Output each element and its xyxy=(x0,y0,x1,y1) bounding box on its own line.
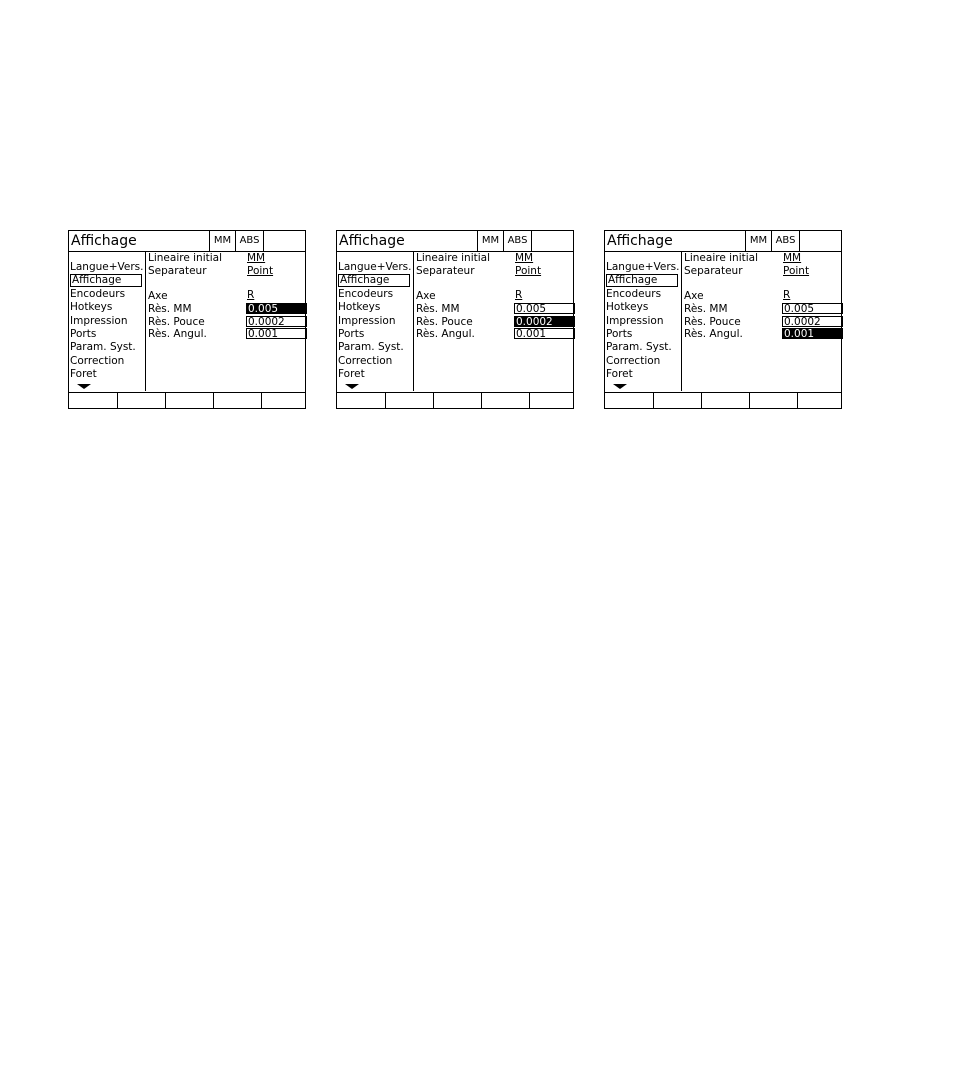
setup-menu xyxy=(337,252,414,391)
separateur-label: Separateur xyxy=(148,265,207,277)
res-pouce-label: Rès. Pouce xyxy=(416,316,473,328)
softkey-4[interactable] xyxy=(481,393,529,409)
res-pouce-label: Rès. Pouce xyxy=(148,316,205,328)
softkey-2[interactable] xyxy=(653,393,701,409)
units-indicator: MM xyxy=(477,231,503,251)
separateur-value[interactable]: Point xyxy=(783,265,810,277)
header-blank-cell xyxy=(531,231,574,251)
res-angul-field[interactable]: 0.001 xyxy=(246,328,307,339)
menu-item-param-syst[interactable]: Param. Syst. xyxy=(70,341,136,353)
menu-item-correction[interactable]: Correction xyxy=(70,355,125,367)
separateur-label: Separateur xyxy=(684,265,743,277)
header-blank-cell xyxy=(263,231,306,251)
softkey-5[interactable] xyxy=(529,393,574,409)
menu-item-impression[interactable]: Impression xyxy=(70,315,128,327)
display-settings xyxy=(682,252,841,391)
softkey-5[interactable] xyxy=(797,393,842,409)
softkey-bar xyxy=(605,392,841,409)
display-settings xyxy=(146,252,305,391)
lineaire-value[interactable]: MM xyxy=(783,252,802,264)
menu-item-foret[interactable]: Foret xyxy=(606,368,633,380)
down-arrow-icon[interactable] xyxy=(77,384,91,389)
res-mm-field[interactable]: 0.005 xyxy=(246,303,307,314)
softkey-4[interactable] xyxy=(213,393,261,409)
axe-label: Axe xyxy=(416,290,436,302)
menu-item-hotkeys[interactable]: Hotkeys xyxy=(606,301,649,313)
header-blank-cell xyxy=(799,231,842,251)
units-indicator: MM xyxy=(745,231,771,251)
screen-title: Affichage xyxy=(339,233,405,249)
separateur-value[interactable]: Point xyxy=(515,265,542,277)
setup-menu xyxy=(605,252,682,391)
separateur-label: Separateur xyxy=(416,265,475,277)
softkey-3[interactable] xyxy=(701,393,749,409)
axe-value[interactable]: R xyxy=(783,289,791,301)
menu-item-param-syst[interactable]: Param. Syst. xyxy=(338,341,404,353)
res-mm-field[interactable]: 0.005 xyxy=(782,303,843,314)
res-angul-label: Rès. Angul. xyxy=(416,328,475,340)
res-pouce-field[interactable]: 0.0002 xyxy=(246,316,307,327)
res-angul-field[interactable]: 0.001 xyxy=(782,328,843,339)
res-pouce-label: Rès. Pouce xyxy=(684,316,741,328)
res-angul-field[interactable]: 0.001 xyxy=(514,328,575,339)
res-angul-label: Rès. Angul. xyxy=(148,328,207,340)
menu-item-encodeurs[interactable]: Encodeurs xyxy=(338,288,394,300)
menu-item-encodeurs[interactable]: Encodeurs xyxy=(606,288,662,300)
mode-indicator: ABS xyxy=(235,231,263,251)
menu-item-correction[interactable]: Correction xyxy=(338,355,393,367)
menu-item-impression[interactable]: Impression xyxy=(606,315,664,327)
softkey-bar xyxy=(69,392,305,409)
menu-item-correction[interactable]: Correction xyxy=(606,355,661,367)
softkey-3[interactable] xyxy=(165,393,213,409)
menu-item-foret[interactable]: Foret xyxy=(70,368,97,380)
softkey-4[interactable] xyxy=(749,393,797,409)
mode-indicator: ABS xyxy=(503,231,531,251)
down-arrow-icon[interactable] xyxy=(345,384,359,389)
softkey-2[interactable] xyxy=(117,393,165,409)
down-arrow-icon[interactable] xyxy=(613,384,627,389)
res-mm-field[interactable]: 0.005 xyxy=(514,303,575,314)
axe-value[interactable]: R xyxy=(515,289,523,301)
lineaire-label: Lineaire initial xyxy=(684,252,758,264)
menu-item-ports[interactable]: Ports xyxy=(606,328,633,340)
lineaire-label: Lineaire initial xyxy=(416,252,490,264)
axe-label: Axe xyxy=(148,290,168,302)
dro-screen-res-mm xyxy=(68,230,306,409)
menu-item-hotkeys[interactable]: Hotkeys xyxy=(338,301,381,313)
screen-title: Affichage xyxy=(607,233,673,249)
menu-item-affichage[interactable]: Affichage xyxy=(606,274,678,287)
menu-item-ports[interactable]: Ports xyxy=(338,328,365,340)
menu-item-affichage[interactable]: Affichage xyxy=(338,274,410,287)
dro-screen-res-angul xyxy=(604,230,842,409)
menu-item-langue[interactable]: Langue+Vers. xyxy=(70,261,144,273)
display-settings xyxy=(414,252,573,391)
menu-item-encodeurs[interactable]: Encodeurs xyxy=(70,288,126,300)
softkey-1[interactable] xyxy=(605,393,653,409)
softkey-1[interactable] xyxy=(337,393,385,409)
menu-item-param-syst[interactable]: Param. Syst. xyxy=(606,341,672,353)
menu-item-ports[interactable]: Ports xyxy=(70,328,97,340)
res-mm-label: Rès. MM xyxy=(416,303,460,315)
softkey-5[interactable] xyxy=(261,393,306,409)
mode-indicator: ABS xyxy=(771,231,799,251)
lineaire-value[interactable]: MM xyxy=(247,252,266,264)
dro-screen-res-pouce xyxy=(336,230,574,409)
screen-header xyxy=(605,231,841,252)
softkey-2[interactable] xyxy=(385,393,433,409)
menu-item-impression[interactable]: Impression xyxy=(338,315,396,327)
axe-value[interactable]: R xyxy=(247,289,255,301)
lineaire-value[interactable]: MM xyxy=(515,252,534,264)
screen-header xyxy=(69,231,305,252)
softkey-3[interactable] xyxy=(433,393,481,409)
separateur-value[interactable]: Point xyxy=(247,265,274,277)
menu-item-foret[interactable]: Foret xyxy=(338,368,365,380)
res-pouce-field[interactable]: 0.0002 xyxy=(782,316,843,327)
axe-label: Axe xyxy=(684,290,704,302)
screen-header xyxy=(337,231,573,252)
res-angul-label: Rès. Angul. xyxy=(684,328,743,340)
menu-item-langue[interactable]: Langue+Vers. xyxy=(606,261,680,273)
setup-menu xyxy=(69,252,146,391)
screen-title: Affichage xyxy=(71,233,137,249)
lineaire-label: Lineaire initial xyxy=(148,252,222,264)
menu-item-affichage[interactable]: Affichage xyxy=(70,274,142,287)
menu-item-langue[interactable]: Langue+Vers. xyxy=(338,261,412,273)
softkey-bar xyxy=(337,392,573,409)
softkey-1[interactable] xyxy=(69,393,117,409)
units-indicator: MM xyxy=(209,231,235,251)
res-mm-label: Rès. MM xyxy=(148,303,192,315)
res-pouce-field[interactable]: 0.0002 xyxy=(514,316,575,327)
menu-item-hotkeys[interactable]: Hotkeys xyxy=(70,301,113,313)
res-mm-label: Rès. MM xyxy=(684,303,728,315)
